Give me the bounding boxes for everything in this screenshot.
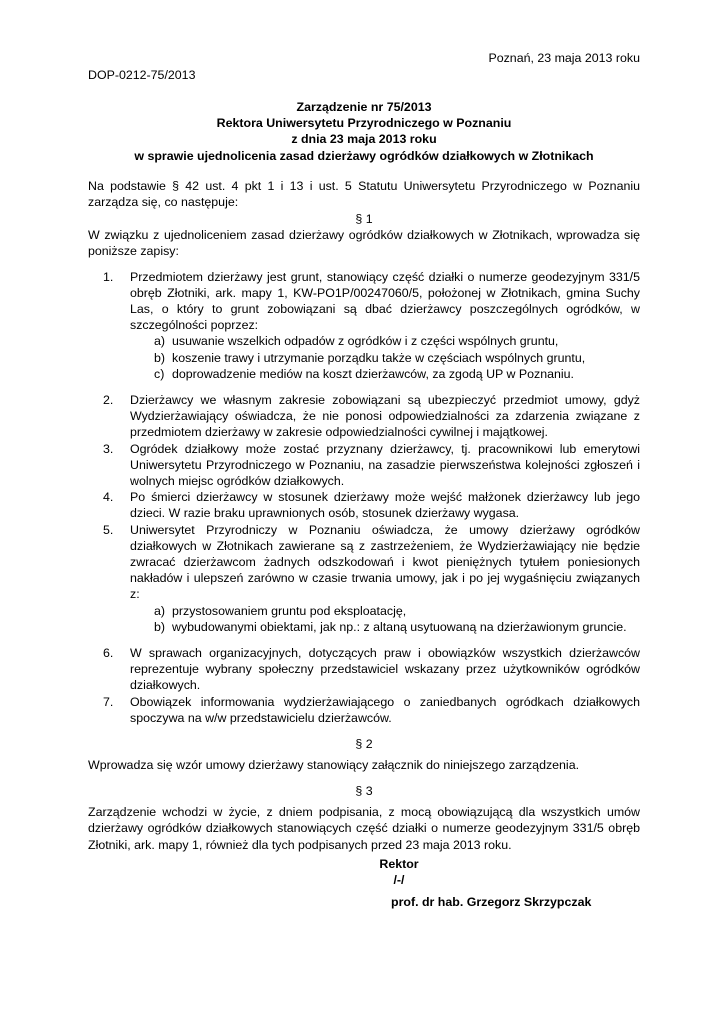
- signature-mark: /-/: [393, 873, 405, 888]
- signature-block: [300, 856, 600, 911]
- sub-list-item-1: [130, 333, 640, 382]
- sub-item-text: doprowadzenie mediów na koszt dzierżawców, za zgodą UP w Poznaniu.: [172, 366, 574, 381]
- list-item-5: [88, 522, 640, 635]
- signatory-name: prof. dr hab. Grzegorz Skrzypczak: [391, 895, 592, 910]
- sub-item-letter: a): [154, 334, 166, 349]
- sub-item-letter: b): [154, 619, 166, 634]
- list-item-number: 5.: [103, 522, 114, 537]
- list-item-4: [88, 489, 640, 521]
- list-item-text: Obowiązek informowania wydzierżawiającego o zaniedbanych ogródkach działkowych spoczywa na w/w przedstawicielu dzierżawców.: [130, 694, 640, 725]
- section-1-mark: § 1: [355, 212, 373, 227]
- sub-list-item: [130, 333, 640, 349]
- sub-item-text: koszenie trawy i utrzymanie porządku także w częściach wspólnych gruntu,: [172, 350, 586, 365]
- list-item-text: Przedmiotem dzierżawy jest grunt, stanowiący część działki o numerze geodezyjnym 331/5 obręb Złotniki, ark. mapy 1, KW-PO1P/00247060/5, położonej w Złotnikach, gmina Suchy Las, o który to grunt zobowiązani są dbać dzierżawcy poszczególnych ogródków, w szczególności poprzez:: [130, 269, 640, 333]
- list-item-number: 3.: [103, 441, 114, 456]
- sub-item-letter: c): [154, 366, 165, 381]
- list-item-7: [88, 694, 640, 726]
- sub-item-text: przystosowaniem gruntu pod eksploatację,: [172, 603, 407, 618]
- title-line-3: z dnia 23 maja 2013 roku: [291, 132, 437, 147]
- sub-item-text: wybudowanymi obiektami, jak np.: z altaną usytuowaną na dzierżawionym gruncie.: [172, 619, 627, 634]
- sub-list-item: [130, 603, 640, 619]
- section-3-text: Zarządzenie wchodzi w życie, z dniem podpisania, z mocą obowiązującą dla wszystkich umów dzierżawy ogródków działkowych stanowiących część działki o numerze geodezyjnym 331/5 obręb Złotniki, ark. mapy 1, również dla tych podpisanych przed 23 maja 2013 roku.: [88, 805, 640, 852]
- sub-item-letter: a): [154, 603, 166, 618]
- list-item-number: 7.: [103, 694, 114, 709]
- list-item-number: 6.: [103, 646, 114, 661]
- list-item-3: [88, 441, 640, 490]
- section-3-mark: § 3: [355, 784, 373, 799]
- list-item-1: [88, 269, 640, 382]
- list-item-text: W sprawach organizacyjnych, dotyczących praw i obowiązków wszystkich dzierżawców reprezentuje wybrany społeczny przedstawiciel wskazany przez użytkowników ogródków działkowych.: [130, 646, 640, 693]
- title-line-2: Rektora Uniwersytetu Przyrodniczego w Poznaniu: [216, 116, 512, 131]
- reference-number: DOP-0212-75/2013: [88, 68, 196, 82]
- list-item-number: 1.: [103, 269, 114, 284]
- section-2-text: Wprowadza się wzór umowy dzierżawy stanowiący załącznik do niniejszego zarządzenia.: [88, 758, 580, 773]
- section-1-list: [88, 269, 640, 726]
- sub-item-text: usuwanie wszelkich odpadów z ogródków i z części wspólnych gruntu,: [172, 334, 559, 349]
- document-title: [88, 99, 640, 164]
- list-item-text: Po śmierci dzierżawcy w stosunek dzierżawy może wejść małżonek dzierżawcy lub jego dzieci. W razie braku uprawnionych osób, stosunek dzierżawy wygasa.: [130, 490, 640, 521]
- list-item-number: 4.: [103, 490, 114, 505]
- list-item-text: Ogródek działkowy może zostać przyznany dzierżawcy, tj. pracownikowi lub emerytowi Uniwersytetu Przyrodniczego w Poznaniu, na zasadzie pierwszeństwa kolejności zgłoszeń i wolnych miejsc ogródków działkowych.: [130, 441, 640, 488]
- list-item-text: Dzierżawcy we własnym zakresie zobowiązani są ubezpieczyć przedmiot umowy, gdyż Wydzierżawiający oświadcza, że nie ponosi odpowiedzialności za zdarzenia związane z przedmiotem dzierżawy w zakresie odpowiedzialności cywilnej i majątkowej.: [130, 392, 640, 440]
- title-line-4: w sprawie ujednolicenia zasad dzierżawy ogródków działkowych w Złotnikach: [134, 148, 594, 163]
- sub-list-item: [130, 366, 640, 382]
- title-line-1: Zarządzenie nr 75/2013: [296, 100, 432, 114]
- document-page: [88, 50, 640, 853]
- sub-list-item: [130, 619, 640, 635]
- sub-item-letter: b): [154, 350, 166, 365]
- section-2-mark: § 2: [355, 737, 373, 752]
- list-item-6: [88, 645, 640, 694]
- list-item-text: Uniwersytet Przyrodniczy w Poznaniu oświadcza, że umowy dzierżawy ogródków działkowych w Złotnikach zawierane są z zastrzeżeniem, że Wydzierżawiający nie będzie zwracać dzierżawcom żadnych odszkodowań i kwot pieniężnych tytułem poniesionych nakładów i ulepszeń zarówno w czasie trwania umowy, jak i po jej wygaśnięciu związanych z:: [130, 522, 640, 602]
- section-1-lead: W związku z ujednoliceniem zasad dzierżawy ogródków działkowych w Złotnikach, wprowadza się poniższe zapisy:: [88, 228, 640, 259]
- sub-list-item: [130, 350, 640, 366]
- intro-paragraph: Na podstawie § 42 ust. 4 pkt 1 i 13 i ust. 5 Statutu Uniwersytetu Przyrodniczego w Poznaniu zarządza się, co następuje:: [88, 178, 640, 209]
- place-date: Poznań, 23 maja 2013 roku: [488, 51, 640, 65]
- list-item-2: [88, 392, 640, 441]
- sub-list-item-5: [130, 603, 640, 635]
- list-item-number: 2.: [103, 392, 114, 407]
- signature-title: Rektor: [379, 857, 419, 871]
